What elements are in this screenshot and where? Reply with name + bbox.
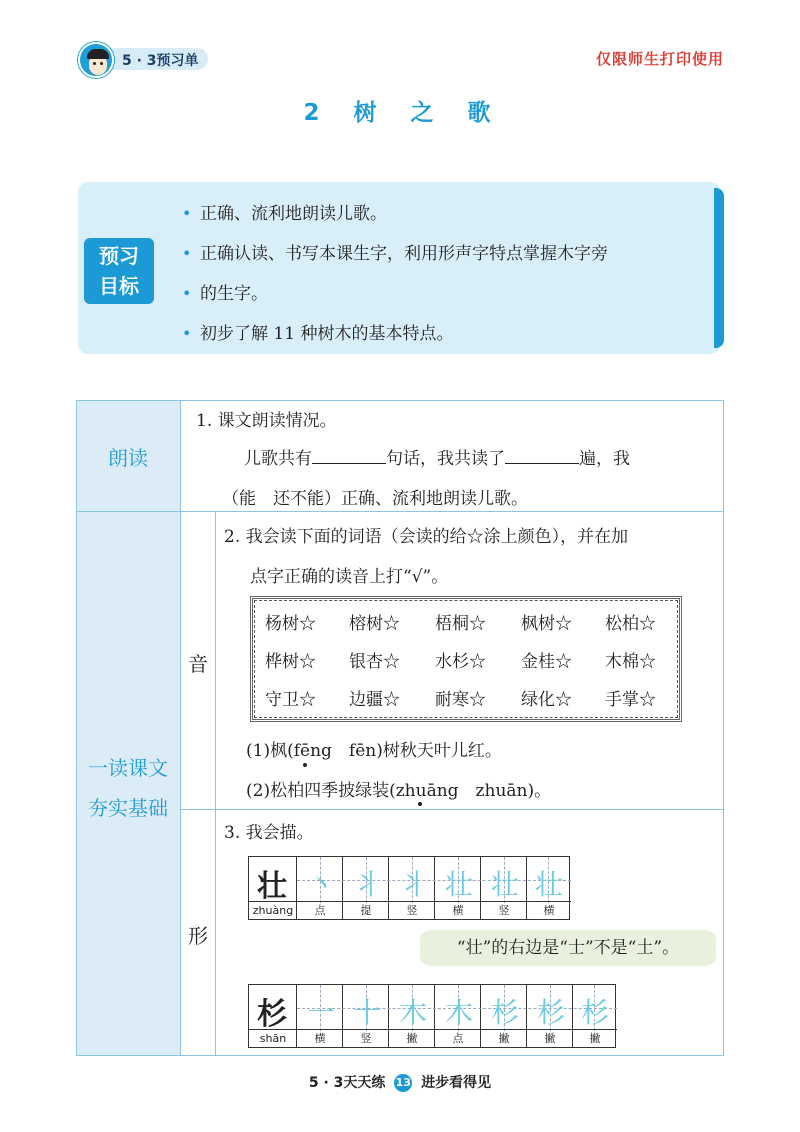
goals-list bbox=[180, 194, 710, 354]
exercise-table bbox=[76, 400, 724, 1056]
stroke-name: 横 bbox=[435, 901, 481, 919]
word-item[interactable]: 水杉☆ bbox=[435, 652, 486, 672]
mascot-icon bbox=[78, 42, 114, 78]
stroke-name: 撇 bbox=[389, 1029, 435, 1047]
word-item[interactable]: 榕树☆ bbox=[349, 614, 400, 634]
answer-blank[interactable] bbox=[505, 450, 579, 464]
stroke-name: 横 bbox=[297, 1029, 343, 1047]
stroke-step: 杉 bbox=[491, 996, 520, 1029]
emphasis-dot bbox=[303, 763, 307, 767]
q1-text-c: 遍，我 bbox=[579, 449, 630, 469]
stroke-step: 丬 bbox=[399, 868, 428, 901]
stroke-step: 杉 bbox=[581, 996, 610, 1029]
footer-slogan: 进步看得见 bbox=[421, 1075, 492, 1091]
stroke-name: 点 bbox=[435, 1029, 481, 1047]
word-item[interactable]: 银杏☆ bbox=[349, 652, 400, 672]
tracing-strip-zhuang bbox=[248, 856, 570, 920]
stroke-name: 点 bbox=[297, 901, 343, 919]
word-item[interactable]: 耐寒☆ bbox=[435, 690, 486, 710]
stroke-step: 木 bbox=[445, 996, 474, 1029]
foundation-label-line1: 一读课文 bbox=[88, 756, 168, 780]
badge-text: 5 · 3预习单 bbox=[122, 53, 199, 69]
page-footer bbox=[0, 1072, 800, 1092]
word-item[interactable]: 梧桐☆ bbox=[435, 614, 486, 634]
stroke-name: 撇 bbox=[527, 1029, 573, 1047]
stroke-step: 木 bbox=[399, 996, 428, 1029]
goal-item: • 初步了解 11 种树木的基本特点。 bbox=[180, 314, 710, 354]
q2-line1: 2. 我会读下面的词语（会读的给☆涂上颜色），并在加 bbox=[224, 527, 629, 547]
stroke-name: 竖 bbox=[481, 901, 527, 919]
stroke-name: 撇 bbox=[573, 1029, 617, 1047]
word-item[interactable]: 杨树☆ bbox=[265, 614, 316, 634]
char-pinyin: shān bbox=[249, 1029, 297, 1047]
word-item[interactable]: 松柏☆ bbox=[605, 614, 656, 634]
goal-item: • 正确认读、书写本课生字，利用形声字特点掌握木字旁 bbox=[180, 234, 710, 274]
sound-label: 音 bbox=[188, 652, 208, 676]
stroke-step: 壮 bbox=[445, 868, 474, 901]
word-item[interactable]: 枫树☆ bbox=[521, 614, 572, 634]
q1-title: 1. 课文朗读情况。 bbox=[196, 411, 337, 431]
answer-blank[interactable] bbox=[312, 450, 386, 464]
shape-label: 形 bbox=[188, 924, 208, 948]
stroke-step: 十 bbox=[353, 996, 382, 1029]
stroke-name: 提 bbox=[343, 901, 389, 919]
reading-label: 朗读 bbox=[108, 446, 148, 470]
goal-item: • 正确、流利地朗读儿歌。 bbox=[180, 194, 710, 234]
word-item[interactable]: 边疆☆ bbox=[349, 690, 400, 710]
print-note: 仅限师生打印使用 bbox=[595, 50, 724, 68]
stroke-step: 一 bbox=[307, 996, 336, 1029]
series-badge bbox=[78, 42, 208, 76]
model-char: 杉 bbox=[257, 997, 287, 1032]
pinyin-question-1: (1)枫(fēng fēn)树秋天叶儿红。 bbox=[246, 741, 502, 761]
stroke-step: 壮 bbox=[491, 868, 520, 901]
pinyin-question-2: (2)松柏四季披绿装(zhuāng zhuān)。 bbox=[246, 781, 552, 801]
stroke-name: 竖 bbox=[389, 901, 435, 919]
q1-text-a: 儿歌共有 bbox=[244, 449, 312, 469]
q1-text-b: 句话，我共读了 bbox=[386, 449, 505, 469]
stroke-step: 杉 bbox=[537, 996, 566, 1029]
stroke-step: 壮 bbox=[535, 868, 564, 901]
stroke-name: 竖 bbox=[343, 1029, 389, 1047]
q1-line bbox=[244, 444, 630, 469]
foundation-label-line2: 夯实基础 bbox=[88, 796, 168, 820]
stroke-step: 丬 bbox=[353, 868, 382, 901]
word-item[interactable]: 守卫☆ bbox=[265, 690, 316, 710]
char-pinyin: zhuàng bbox=[249, 901, 297, 919]
goals-label bbox=[84, 238, 154, 304]
model-char: 壮 bbox=[257, 869, 287, 904]
q3-title: 3. 我会描。 bbox=[224, 823, 314, 843]
emphasis-dot bbox=[418, 802, 422, 806]
preview-goals-box bbox=[78, 182, 720, 354]
footer-series: 5 · 3天天练 bbox=[308, 1075, 386, 1091]
lesson-title: 2 树 之 歌 bbox=[303, 100, 497, 126]
stroke-step: 丶 bbox=[307, 868, 336, 901]
tracing-strip-shan bbox=[248, 984, 616, 1048]
stroke-name: 撇 bbox=[481, 1029, 527, 1047]
stroke-name: 横 bbox=[527, 901, 571, 919]
q2-line2: 点字正确的读音上打“√”。 bbox=[250, 567, 449, 587]
goals-box-edge bbox=[714, 188, 724, 348]
word-item[interactable]: 绿化☆ bbox=[521, 690, 572, 710]
goal-item-continued: • 的生字。 bbox=[180, 274, 710, 314]
foundation-label bbox=[76, 748, 180, 828]
word-item[interactable]: 手掌☆ bbox=[605, 690, 656, 710]
word-item[interactable]: 金桂☆ bbox=[521, 652, 572, 672]
goals-label-line1: 预习 bbox=[99, 244, 139, 268]
word-item[interactable]: 木棉☆ bbox=[605, 652, 656, 672]
label-column-fill bbox=[76, 400, 180, 1056]
word-item[interactable]: 桦树☆ bbox=[265, 652, 316, 672]
page-number: 13 bbox=[394, 1074, 412, 1092]
goals-label-line2: 目标 bbox=[99, 274, 139, 298]
writing-tip: “壮”的右边是“士”不是“土”。 bbox=[420, 930, 716, 966]
q1-line-d: （能 还不能）正确、流利地朗读儿歌。 bbox=[222, 489, 528, 509]
word-list-box bbox=[254, 600, 678, 718]
